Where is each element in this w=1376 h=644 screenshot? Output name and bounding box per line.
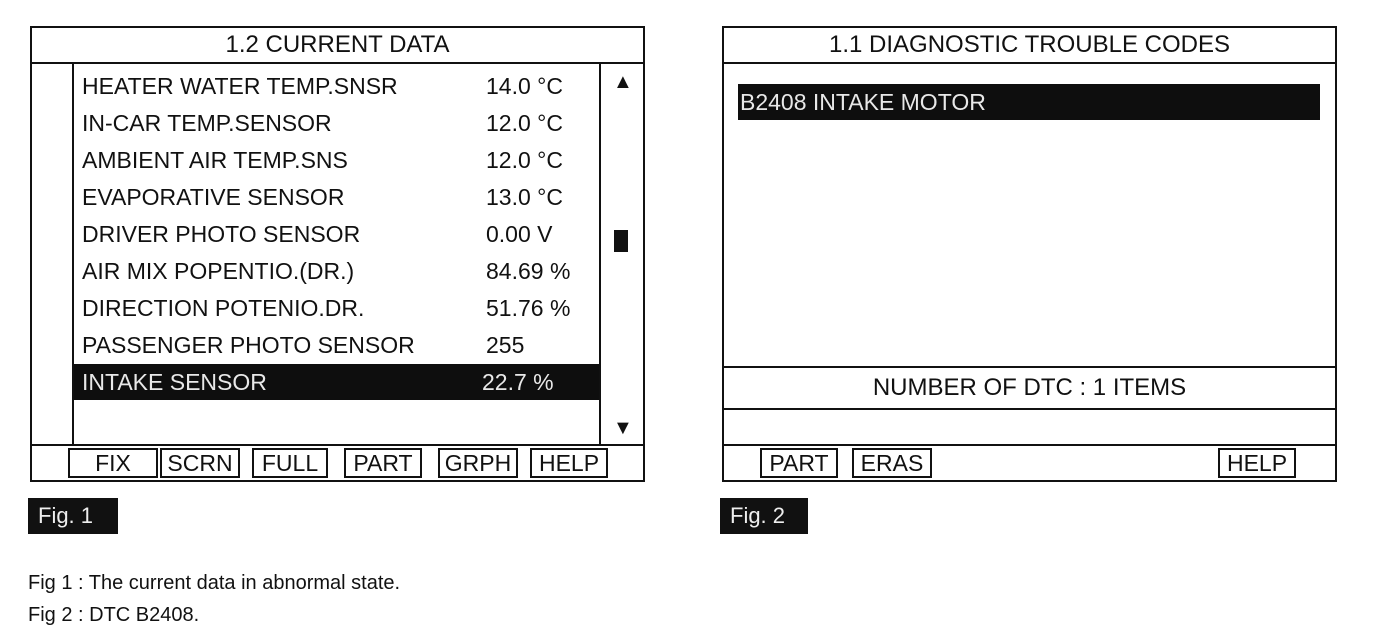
eras-button[interactable]: ERAS xyxy=(852,448,932,478)
function-key-bar xyxy=(724,444,1335,480)
help-button[interactable]: HELP xyxy=(530,448,608,478)
dtc-row-text: B2408 INTAKE MOTOR xyxy=(740,88,986,115)
caption: Fig 1 : The current data in abnormal state. xyxy=(28,572,401,594)
figure-label: Fig. 1 xyxy=(28,498,118,534)
data-row-value: 12.0 °C xyxy=(486,146,563,173)
data-row[interactable] xyxy=(78,216,599,252)
data-row[interactable] xyxy=(78,105,599,141)
scroll-up-icon[interactable]: ▲ xyxy=(613,71,633,93)
part-button[interactable]: PART xyxy=(760,448,838,478)
current-data-body xyxy=(32,64,643,446)
data-row-label: IN-CAR TEMP.SENSOR xyxy=(82,109,332,136)
data-row-value: 22.7 % xyxy=(482,368,554,395)
current-data-screen xyxy=(30,26,645,482)
scroll-thumb[interactable] xyxy=(614,230,628,252)
data-row[interactable] xyxy=(78,179,599,215)
screen-title: 1.1 DIAGNOSTIC TROUBLE CODES xyxy=(724,28,1335,64)
fix-button[interactable]: FIX xyxy=(68,448,158,478)
data-row-value: 12.0 °C xyxy=(486,109,563,136)
data-row-value: 84.69 % xyxy=(486,257,571,284)
left-margin-column xyxy=(32,64,74,446)
figure-label: Fig. 2 xyxy=(720,498,808,534)
data-list xyxy=(74,64,599,446)
data-row-value: 51.76 % xyxy=(486,294,571,321)
screen-title: 1.2 CURRENT DATA xyxy=(32,28,643,64)
data-row-value: 13.0 °C xyxy=(486,183,563,210)
data-row-label: EVAPORATIVE SENSOR xyxy=(82,183,345,210)
data-row-value: 0.00 V xyxy=(486,220,553,247)
part-button[interactable]: PART xyxy=(344,448,422,478)
data-row-value: 255 xyxy=(486,331,525,358)
grph-button[interactable]: GRPH xyxy=(438,448,518,478)
scrollbar[interactable] xyxy=(599,64,643,446)
dtc-row-selected[interactable] xyxy=(738,84,1320,120)
data-row-value: 14.0 °C xyxy=(486,72,563,99)
data-row[interactable] xyxy=(78,253,599,289)
data-row-label: AIR MIX POPENTIO.(DR.) xyxy=(82,257,355,284)
help-button[interactable]: HELP xyxy=(1218,448,1296,478)
data-row[interactable] xyxy=(78,290,599,326)
data-row[interactable] xyxy=(78,68,599,104)
caption: Fig 2 : DTC B2408. xyxy=(28,604,200,626)
dtc-count: NUMBER OF DTC : 1 ITEMS xyxy=(724,368,1335,410)
data-row-label: PASSENGER PHOTO SENSOR xyxy=(82,331,415,358)
dtc-screen xyxy=(722,26,1337,482)
data-row-label: AMBIENT AIR TEMP.SNS xyxy=(82,146,348,173)
data-row-label: DRIVER PHOTO SENSOR xyxy=(82,220,361,247)
data-row[interactable] xyxy=(78,327,599,363)
data-row[interactable] xyxy=(78,142,599,178)
scrn-button[interactable]: SCRN xyxy=(160,448,240,478)
data-row-label: DIRECTION POTENIO.DR. xyxy=(82,294,365,321)
dtc-list xyxy=(724,64,1335,368)
data-row-label: INTAKE SENSOR xyxy=(82,368,267,395)
full-button[interactable]: FULL xyxy=(252,448,328,478)
data-row-label: HEATER WATER TEMP.SNSR xyxy=(82,72,398,99)
function-key-bar xyxy=(32,444,643,480)
data-row-selected[interactable] xyxy=(74,364,599,400)
scroll-down-icon[interactable]: ▼ xyxy=(613,417,633,439)
